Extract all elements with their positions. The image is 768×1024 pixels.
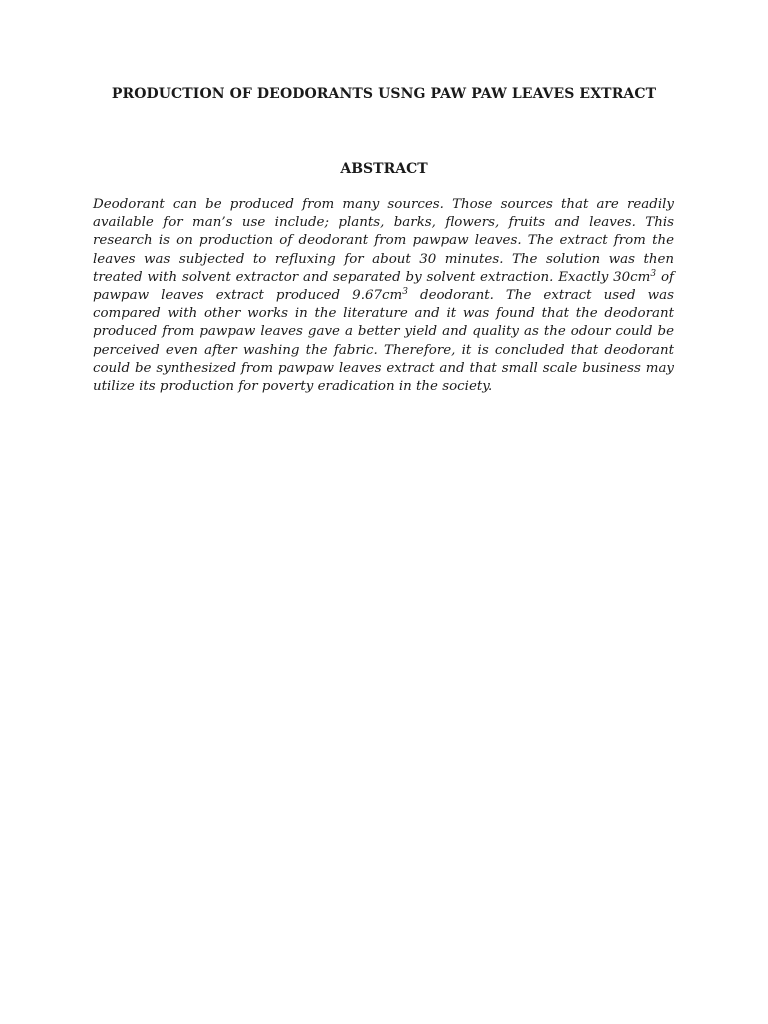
abstract-text-part-1: Deodorant can be produced from many sources. Those sources that are readily available for man’s use include; plants, barks, flowers, fruits and leaves. This research is on production of deodorant from pawpaw leaves. The extract from the leaves was subjected to refluxing for about 30 minutes. The solution was then treated with solvent extractor and separated by solvent extraction. Exactly 30cm — [93, 197, 674, 285]
document-title: PRODUCTION OF DEODORANTS USNG PAW PAW LEAVES EXTRACT — [111, 86, 657, 102]
abstract-text-part-2: of pawpaw leaves extract produced 9.67cm — [93, 269, 674, 304]
superscript-cubic-1: 3 — [650, 268, 657, 279]
abstract-heading: ABSTRACT — [340, 161, 428, 177]
abstract-paragraph — [93, 196, 674, 396]
superscript-cubic-2: 3 — [402, 287, 408, 298]
abstract-text-part-3: deodorant. The extract used was compared with other works in the literature and it was found that the deodorant produced from pawpaw leaves gave a better yield and quality as the odour could be perceived even after washing the fabric. Therefore, it is concluded that deodorant could be synthesized from pawpaw leaves extract and that small scale business may utilize its production for poverty eradication in the society. — [93, 288, 674, 395]
